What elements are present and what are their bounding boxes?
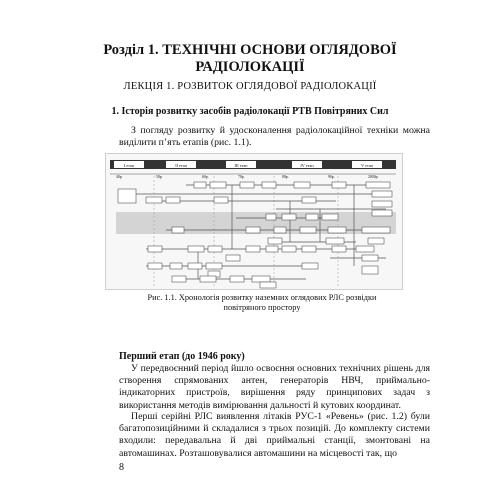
radar-box (214, 197, 228, 203)
radar-box (206, 263, 222, 269)
intro-paragraph: З погляду розвитку й удосконалення радіолокаційної техніки можна виділити п’ять етапів (рис. 1.1). (119, 125, 430, 149)
radar-box (294, 182, 310, 188)
radar-box (356, 246, 374, 252)
radar-box (362, 266, 378, 274)
radar-box (372, 201, 392, 207)
timeline-figure (105, 153, 403, 290)
radar-box (368, 238, 384, 244)
radar-box (240, 182, 254, 188)
radar-box (326, 238, 344, 244)
radar-box (148, 246, 162, 252)
stage-heading: Перший етап (до 1946 року) (119, 351, 245, 362)
radar-box (246, 246, 260, 252)
radar-box (302, 263, 318, 269)
lecture-title: ЛЕКЦІЯ 1. РОЗВИТОК ОГЛЯДОВОЇ РАДІОЛОКАЦІЇ (123, 81, 377, 92)
radar-box (268, 238, 282, 244)
radar-box (274, 227, 286, 233)
radar-box (332, 182, 346, 188)
radar-box (266, 214, 276, 220)
radar-box (260, 282, 276, 288)
radar-box (188, 246, 204, 252)
page-number: 8 (119, 462, 124, 473)
radar-box (118, 189, 136, 203)
radar-box (302, 197, 316, 203)
chapter-title-line-1: Розділ 1. ТЕХНІЧНІ ОСНОВИ ОГЛЯДОВОЇ (103, 42, 397, 58)
radar-box (172, 227, 184, 233)
radar-box (148, 263, 162, 269)
stage-label-4: IV етап (300, 163, 314, 168)
figure-caption (122, 293, 402, 313)
timeline-diagram (106, 154, 402, 289)
decade-label-5: 80р. (282, 175, 289, 179)
caption-line-1: Рис. 1.1. Хронологія розвитку наземних оглядових РЛС розвідки (147, 293, 377, 302)
radar-box (252, 276, 270, 282)
radar-box (322, 214, 338, 220)
decade-label-7: 2000р. (368, 175, 379, 179)
radar-box (188, 263, 202, 269)
radar-box (328, 227, 346, 233)
radar-box (146, 197, 162, 203)
stage-label-3: ІІІ етап (234, 163, 248, 168)
radar-box (210, 182, 226, 188)
stage-label-1: І етап (123, 163, 135, 168)
paragraph-rus1: Перші серійні РЛС виявлення літаків РУС-1 «Ревень» (рис. 1.2) були багатопозиційними й складалися з трьох позицій. До комплекту системи входили: передавальна й дві приймальні станції, змонтовані на автомашинах. Розташовувалися автомашини на місцевості так, що (119, 411, 430, 459)
decade-label-2: 50р. (156, 175, 163, 179)
radar-box (372, 210, 392, 216)
section-title: 1. Історія розвитку засобів радіолокації РТВ Повітряних Сил (111, 106, 389, 117)
radar-box (332, 246, 346, 252)
decade-label-1: 40р. (116, 175, 123, 179)
radar-box (246, 227, 260, 233)
radar-box (302, 246, 316, 252)
stage-label-5: V етап (361, 163, 373, 168)
chapter-title-line-2: РАДІОЛОКАЦІЇ (195, 59, 305, 75)
decade-label-6: 90р. (328, 175, 335, 179)
decade-label-3: 60р. (202, 175, 209, 179)
radar-box (226, 255, 240, 261)
radar-box (366, 182, 390, 188)
caption-line-2: повітряного простору (223, 303, 301, 313)
radar-box (194, 182, 206, 188)
paragraph-prewar: У передвоєнний період йшло освоєння основних технічних рішень для створення спрямованих антен, генераторів НВЧ, приймально-індикаторних пристроїв, вирішення ряду принципових задач з використання методів вимірювання дальності й кутових координат. (119, 363, 430, 411)
decade-label-4: 70р. (238, 175, 245, 179)
radar-box (166, 197, 180, 203)
radar-box (230, 276, 244, 282)
stage-label-2: ІІ етап (175, 163, 187, 168)
radar-box (266, 246, 278, 252)
radar-box (170, 263, 182, 269)
radar-box (372, 191, 392, 197)
radar-box (306, 214, 318, 220)
radar-box (262, 182, 276, 188)
chapter-title (60, 42, 440, 76)
radar-box (362, 227, 390, 233)
radar-box (282, 214, 296, 220)
radar-box (282, 246, 296, 252)
radar-box (208, 246, 222, 252)
radar-box (362, 255, 378, 261)
radar-box (172, 276, 186, 282)
radar-box (300, 227, 316, 233)
radar-box (200, 276, 216, 282)
